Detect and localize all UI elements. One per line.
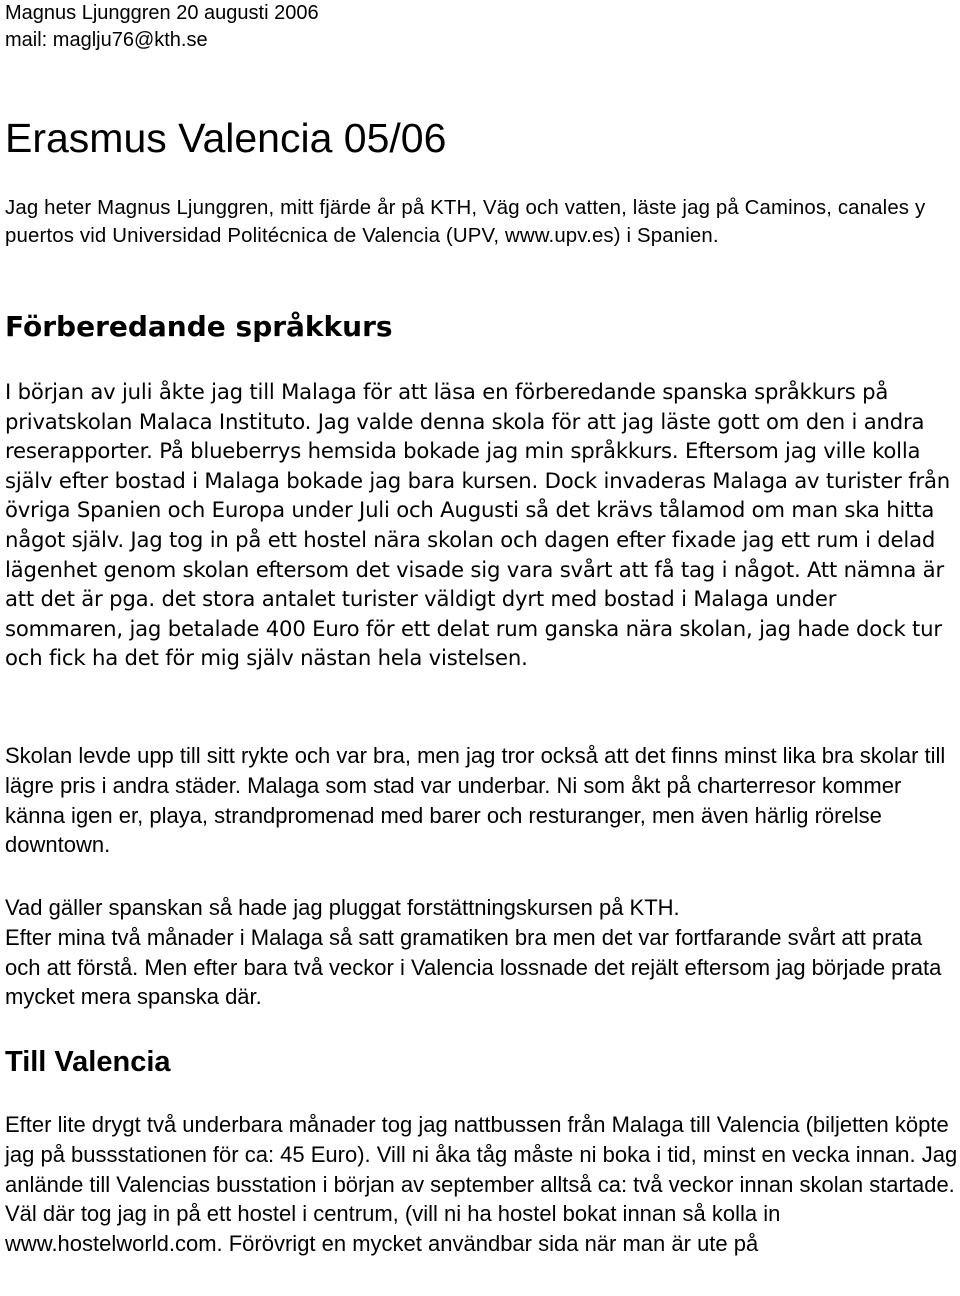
sprakkurs-paragraph-3a: Vad gäller spanskan så hade jag pluggat forstättningskursen på KTH. — [5, 895, 680, 920]
document-header — [5, 0, 955, 54]
sprakkurs-paragraph-3b: Efter mina två månader i Malaga så satt gramatiken bra men det var fortfarande svårt att prata och att förstå. Men efter bara två veckor i Valencia lossnade det rejält eftersom jag började prata mycket mera spanska där. — [5, 924, 942, 1010]
intro-block — [5, 194, 960, 250]
sprakkurs-paragraph-2: Skolan levde upp till sitt rykte och var bra, men jag tror också att det finns minst lika bra skolar till lägre pris i andra städer. Malaga som stad var underbar. Ni som åkt på charterresor kommer känna igen er, playa, strandpromenad med barer och resturanger, men även härlig rörelse downtown. — [5, 743, 946, 858]
section-sprakkurs — [5, 309, 960, 345]
intro-paragraph: Jag heter Magnus Ljunggren, mitt fjärde år på KTH, Väg och vatten, läste jag på Caminos, canales y puertos vid Universidad Politécnica de Valencia (UPV, www.upv.es) i Spanien. — [5, 197, 926, 247]
document-title: Erasmus Valencia 05/06 — [5, 115, 447, 161]
valencia-paragraph-1-block — [5, 1110, 960, 1259]
mail-line: mail: maglju76@kth.se — [5, 29, 208, 51]
author-date-line: Magnus Ljunggren 20 augusti 2006 — [5, 2, 319, 24]
sprakkurs-paragraph-1: I början av juli åkte jag till Malaga för att läsa en förberedande spanska språkkurs på privatskolan Malaca Instituto. Jag valde denna skola för att jag läste gott om den i andra reserapporter. På blueberrys hemsida bokade jag min språkkurs. Eftersom jag ville kolla själv efter bostad i Malaga bokade jag bara kursen. Dock invaderas Malaga av turister från övriga Spanien och Europa under Juli och Augusti så det krävs tålamod om man ska hitta något själv. Jag tog in på ett hostel nära skolan och dagen efter fixade jag ett rum i delad lägenhet genom skolan eftersom det visade sig vara svårt att få tag i något. Att nämna är att det är pga. det stora antalet turister väldigt dyrt med bostad i Malaga under sommaren, jag betalade 400 Euro för ett delat rum ganska nära skolan, jag hade dock tur och fick ha det för mig själv nästan hela vistelsen. — [5, 379, 951, 671]
section-heading-sprakkurs: Förberedande språkkurs — [5, 310, 393, 343]
section-heading-valencia: Till Valencia — [5, 1046, 171, 1078]
sprakkurs-paragraph-1-block — [5, 377, 960, 673]
sprakkurs-paragraph-2-block — [5, 741, 960, 860]
sprakkurs-paragraph-3-block — [5, 893, 960, 1012]
valencia-paragraph-1: Efter lite drygt två underbara månader tog jag nattbussen från Malaga till Valencia (biljetten köpte jag på bussstationen för ca: 45 Euro). Vill ni åka tåg måste ni boka i tid, minst en vecka innan. Jag anlände till Valencias busstation i början av september alltså ca: två veckor innan skolan startade. Väl där tog jag in på ett hostel i centrum, (vill ni ha hostel bokat innan så kolla in www.hostelworld.com. Förövrigt en mycket användbar sida när man är ute på — [5, 1112, 958, 1257]
document-page — [5, 0, 958, 1257]
section-valencia — [5, 1044, 960, 1080]
